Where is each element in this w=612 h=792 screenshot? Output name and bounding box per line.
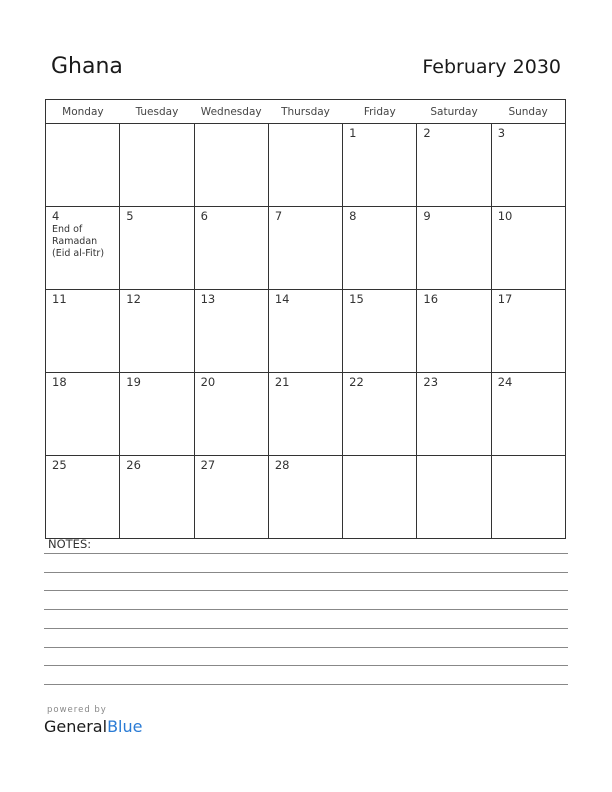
day-cell [194,207,268,290]
day-number: 25 [52,458,67,472]
day-cell [343,290,417,373]
day-number: 16 [423,292,439,306]
day-cell [417,290,491,373]
day-cell [417,456,491,539]
note-line [44,665,568,666]
day-number: 14 [274,292,290,306]
note-line [44,609,568,610]
day-number: 13 [200,292,216,306]
notes-label: NOTES: [48,537,92,551]
day-number: 26 [126,458,141,472]
day-number: 20 [200,375,216,389]
day-number: 4 [52,209,60,223]
day-number: 3 [497,126,506,140]
note-line [44,647,568,648]
day-number: 15 [349,292,364,306]
day-number: 5 [126,209,134,223]
day-cell [268,373,342,456]
day-cell [343,373,417,456]
week-row [46,124,566,207]
day-number: 19 [126,375,141,389]
day-cell [194,456,268,539]
day-cell [46,456,120,539]
day-cell [417,373,491,456]
day-cell [46,290,120,373]
day-cell [268,124,342,207]
calendar-body [46,124,566,539]
day-number: 2 [423,126,431,140]
weekday-friday: Friday [343,100,417,124]
day-number: 8 [349,209,357,223]
day-cell [194,124,268,207]
weekday-sunday: Sunday [491,100,565,124]
day-cell [268,207,342,290]
day-cell [491,456,565,539]
day-cell [417,124,491,207]
day-number: 23 [423,375,439,389]
note-line [44,628,568,629]
holiday-label: End of Ramadan (Eid al-Fitr) [52,224,105,259]
weekday-wednesday: Wednesday [194,100,268,124]
day-cell [120,373,194,456]
day-cell [46,373,120,456]
weekday-tuesday: Tuesday [120,100,194,124]
note-line [44,590,568,591]
country-title: Ghana [51,54,123,79]
day-number: 1 [349,126,357,140]
day-number: 21 [274,375,290,389]
day-number: 28 [274,458,290,472]
day-number: 24 [497,375,513,389]
week-row [46,373,566,456]
day-number: 27 [200,458,216,472]
note-line [44,553,568,554]
day-cell [120,456,194,539]
day-cell [491,290,565,373]
day-cell [491,207,565,290]
day-cell [343,124,417,207]
day-number: 17 [497,292,513,306]
day-number: 10 [497,209,513,223]
brand-name-general: General [44,717,108,736]
brand-name-blue: Blue [107,717,143,736]
day-number: 9 [423,209,431,223]
day-number: 12 [126,292,141,306]
week-row [46,290,566,373]
day-cell [46,207,120,290]
day-cell [343,456,417,539]
day-cell [491,124,565,207]
calendar-grid [45,99,566,539]
day-number: 11 [52,292,67,306]
week-row [46,456,566,539]
day-cell [120,290,194,373]
week-row [46,207,566,290]
note-line [44,684,568,685]
weekday-header-row [46,100,566,124]
weekday-monday: Monday [46,100,120,124]
day-cell [268,290,342,373]
day-cell [194,290,268,373]
day-cell [491,373,565,456]
brand-logo [44,717,142,736]
day-cell [120,207,194,290]
day-cell [46,124,120,207]
day-cell [417,207,491,290]
month-title: February 2030 [422,56,561,78]
weekday-saturday: Saturday [417,100,491,124]
day-number: 7 [274,209,283,223]
day-cell [268,456,342,539]
weekday-thursday: Thursday [268,100,342,124]
powered-by-text: powered by [47,705,107,715]
day-cell [120,124,194,207]
day-number: 18 [52,375,67,389]
day-cell [194,373,268,456]
day-number: 6 [200,209,208,223]
day-number: 22 [349,375,364,389]
note-line [44,572,568,573]
day-cell [343,207,417,290]
